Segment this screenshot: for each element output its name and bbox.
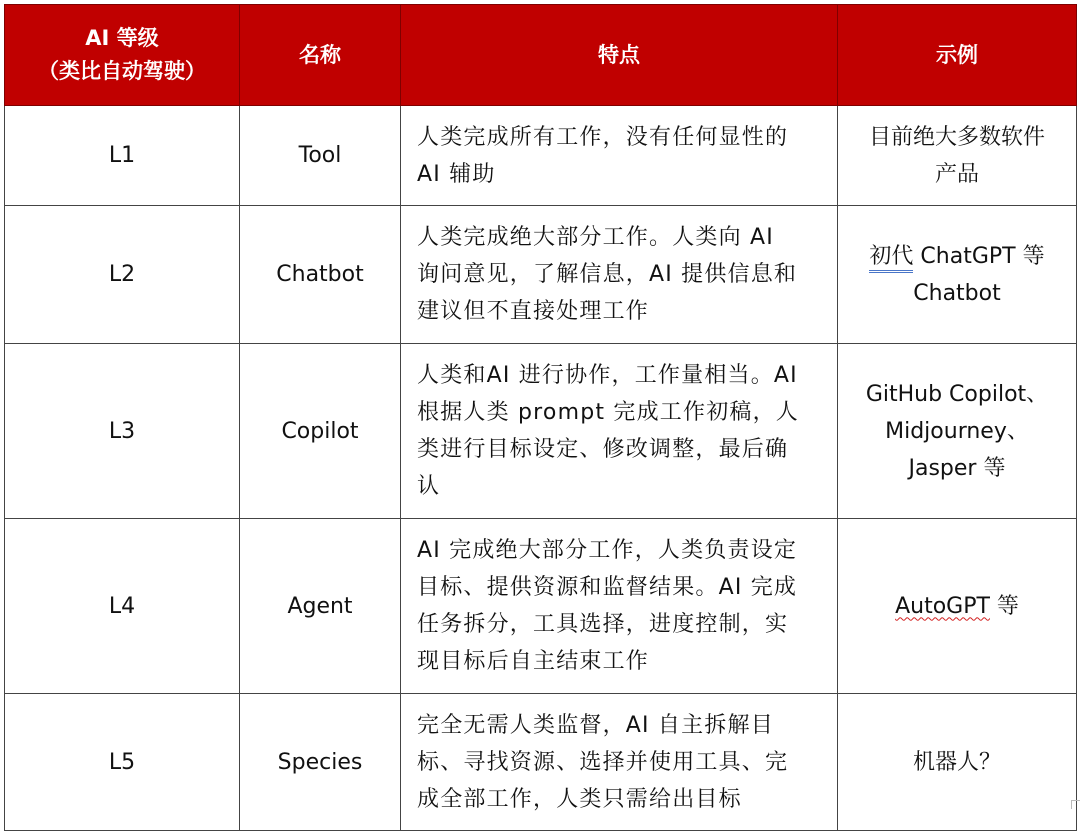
features-line: AI 完成绝大部分工作，人类负责设定 — [417, 532, 823, 569]
name-cell: Species — [240, 694, 401, 831]
header-example: 示例 — [838, 5, 1077, 106]
features-line: 成全部工作，人类只需给出目标 — [417, 781, 823, 818]
features-line: 目标、提供资源和监督结果。AI 完成 — [417, 569, 823, 606]
features-cell — [401, 344, 838, 519]
example-line: 产品 — [848, 156, 1066, 193]
grammar-underline-mark: 初代 — [869, 244, 913, 273]
level-cell: L5 — [5, 694, 240, 831]
table-row — [5, 519, 1077, 694]
ai-levels-table-wrapper — [4, 4, 1077, 831]
name-cell: Chatbot — [240, 206, 401, 344]
features-cell — [401, 206, 838, 344]
table-row — [5, 206, 1077, 344]
features-line: 人类完成绝大部分工作。人类向 AI — [417, 219, 823, 256]
example-line: Chatbot — [848, 275, 1066, 312]
features-line: 询问意见，了解信息，AI 提供信息和 — [417, 256, 823, 293]
header-features: 特点 — [401, 5, 838, 106]
features-line: AI 辅助 — [417, 156, 823, 193]
example-line: Midjourney、 — [848, 413, 1066, 450]
example-cell — [838, 344, 1077, 519]
features-line: 类进行目标设定、修改调整，最后确 — [417, 431, 823, 468]
features-line: 认 — [417, 468, 823, 505]
features-cell — [401, 519, 838, 694]
example-cell — [838, 694, 1077, 831]
table-resize-handle[interactable] — [1071, 800, 1080, 809]
name-cell: Agent — [240, 519, 401, 694]
header-level-line2: （类比自动驾驶） — [5, 55, 239, 88]
name-cell: Tool — [240, 106, 401, 206]
example-text: ChatGPT 等 — [913, 244, 1044, 269]
level-cell: L2 — [5, 206, 240, 344]
example-cell — [838, 106, 1077, 206]
example-line: GitHub Copilot、 — [848, 376, 1066, 413]
example-line: 机器人？ — [848, 744, 1066, 781]
table-row — [5, 694, 1077, 831]
example-cell — [838, 206, 1077, 344]
features-line: 根据人类 prompt 完成工作初稿，人 — [417, 394, 823, 431]
table-row — [5, 344, 1077, 519]
features-line: 建议但不直接处理工作 — [417, 293, 823, 330]
features-line: 完全无需人类监督，AI 自主拆解目 — [417, 707, 823, 744]
header-name: 名称 — [240, 5, 401, 106]
header-row — [5, 5, 1077, 106]
example-line: 目前绝大多数软件 — [848, 119, 1066, 156]
features-line: 人类完成所有工作，没有任何显性的 — [417, 119, 823, 156]
features-line: 现目标后自主结束工作 — [417, 643, 823, 680]
features-cell — [401, 694, 838, 831]
table-row — [5, 106, 1077, 206]
example-line: Jasper 等 — [848, 450, 1066, 487]
spellcheck-underline-mark: AutoGPT — [895, 594, 990, 619]
features-line: 标、寻找资源、选择并使用工具、完 — [417, 744, 823, 781]
level-cell: L1 — [5, 106, 240, 206]
header-level-line1: AI 等级 — [5, 22, 239, 55]
example-line — [848, 238, 1066, 275]
name-cell: Copilot — [240, 344, 401, 519]
example-text: 等 — [990, 594, 1019, 619]
level-cell: L3 — [5, 344, 240, 519]
example-line — [848, 588, 1066, 625]
header-level — [5, 5, 240, 106]
ai-levels-table — [4, 4, 1077, 831]
example-cell — [838, 519, 1077, 694]
features-line: 任务拆分，工具选择，进度控制，实 — [417, 606, 823, 643]
features-line: 人类和AI 进行协作，工作量相当。AI — [417, 357, 823, 394]
level-cell: L4 — [5, 519, 240, 694]
features-cell — [401, 106, 838, 206]
